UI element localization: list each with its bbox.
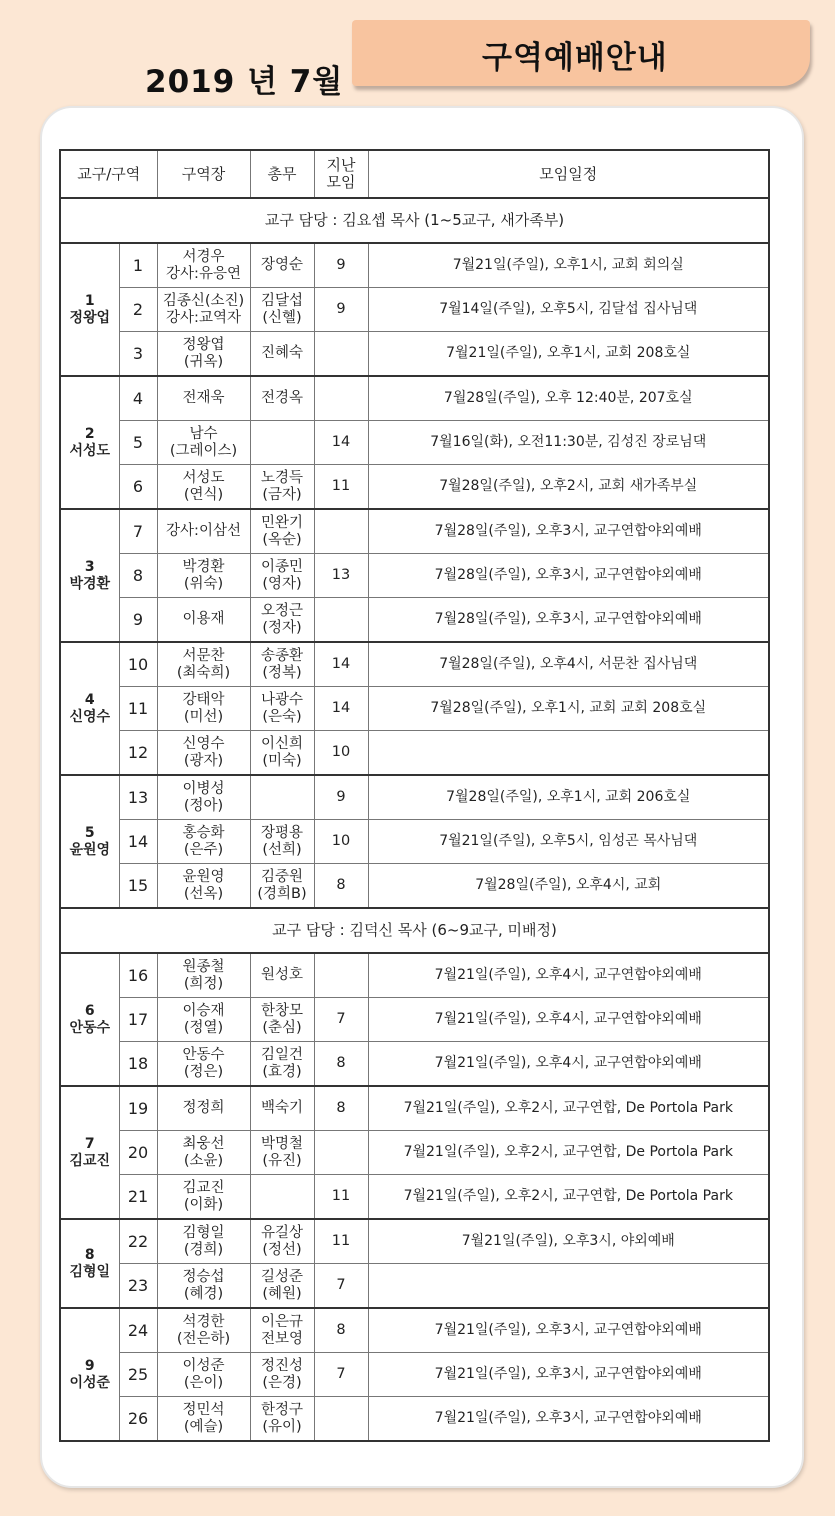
leader-name: 서문찬 (182, 647, 225, 664)
section-title: 교구 담당 : 김요셉 목사 (1~5교구, 새가족부) (60, 198, 769, 243)
leader-sub: 강사:교역자 (166, 309, 241, 326)
leader-sub: (그레이스) (169, 442, 238, 459)
leader-name: 강사:이삼선 (166, 523, 241, 539)
secretary-cell (250, 598, 314, 643)
meeting-schedule: 7월21일(주일), 오후2시, 교구연합, De Portola Park (368, 1131, 769, 1175)
table-row (60, 820, 769, 864)
leader-sub: (선옥) (183, 885, 224, 902)
last-meeting-count: 8 (314, 1042, 368, 1087)
leader-name: 안동수 (182, 1046, 225, 1063)
leader-name: 석경한 (182, 1313, 225, 1330)
district-number: 6 (119, 465, 157, 510)
table-row (60, 509, 769, 554)
leader-cell (157, 820, 250, 864)
secretary-cell (250, 1219, 314, 1264)
table-header-row (60, 150, 769, 198)
group-number: 5 (84, 824, 95, 841)
table-row (60, 554, 769, 598)
group-number: 2 (84, 425, 95, 442)
secretary-name: 노경득 (261, 469, 304, 486)
district-number: 20 (119, 1131, 157, 1175)
last-meeting-count (314, 1131, 368, 1175)
leader-name: 최웅선 (182, 1135, 225, 1152)
secretary-name: 김달섭 (261, 292, 304, 309)
group-cell (60, 1086, 119, 1219)
secretary-cell (250, 998, 314, 1042)
secretary-cell (250, 421, 314, 465)
district-number: 1 (119, 243, 157, 288)
leader-cell (157, 1086, 250, 1131)
leader-name: 이병성 (182, 780, 225, 797)
secretary-cell (250, 332, 314, 377)
leader-cell (157, 687, 250, 731)
table-row (60, 1308, 769, 1353)
leader-sub: (정아) (183, 797, 224, 814)
group-leader-name: 김형일 (69, 1263, 111, 1280)
secretary-cell (250, 1308, 314, 1353)
last-meeting-count: 9 (314, 243, 368, 288)
meeting-schedule: 7월28일(주일), 오후3시, 교구연합야외예배 (368, 598, 769, 643)
last-meeting-count: 14 (314, 642, 368, 687)
secretary-sub: (선희) (262, 841, 302, 858)
leader-name: 신영수 (182, 735, 225, 752)
secretary-sub: (은숙) (262, 708, 302, 725)
table-row (60, 687, 769, 731)
district-number: 15 (119, 864, 157, 909)
meeting-schedule: 7월21일(주일), 오후3시, 야외예배 (368, 1219, 769, 1264)
secretary-sub: (미숙) (262, 752, 302, 769)
meeting-schedule (368, 731, 769, 776)
leader-name: 강태악 (182, 691, 225, 708)
secretary-sub: (정복) (262, 664, 302, 681)
col-header-last-line1: 지난 (326, 156, 356, 174)
table-row (60, 998, 769, 1042)
table-row (60, 775, 769, 820)
leader-sub: (혜경) (183, 1285, 224, 1302)
meeting-schedule: 7월28일(주일), 오후1시, 교회 교회 208호실 (368, 687, 769, 731)
leader-sub: (광자) (183, 752, 224, 769)
group-number: 8 (84, 1246, 95, 1263)
district-number: 4 (119, 376, 157, 421)
table-row (60, 1131, 769, 1175)
secretary-sub: 전보영 (261, 1330, 304, 1347)
last-meeting-count: 11 (314, 1219, 368, 1264)
meeting-schedule: 7월28일(주일), 오후4시, 서문찬 집사님댁 (368, 642, 769, 687)
district-number: 14 (119, 820, 157, 864)
col-header-last (314, 150, 368, 198)
table-row (60, 421, 769, 465)
meeting-schedule: 7월21일(주일), 오후4시, 교구연합야외예배 (368, 1042, 769, 1087)
leader-name: 정민석 (182, 1401, 225, 1418)
secretary-name: 정진성 (261, 1357, 304, 1374)
last-meeting-count (314, 332, 368, 377)
leader-name: 홍승화 (182, 824, 225, 841)
leader-cell (157, 554, 250, 598)
district-number: 13 (119, 775, 157, 820)
last-meeting-count: 13 (314, 554, 368, 598)
district-number: 3 (119, 332, 157, 377)
district-number: 18 (119, 1042, 157, 1087)
secretary-cell (250, 820, 314, 864)
last-meeting-count: 10 (314, 820, 368, 864)
section-title: 교구 담당 : 김덕신 목사 (6~9교구, 미배정) (60, 908, 769, 953)
district-number: 12 (119, 731, 157, 776)
secretary-name: 박명철 (261, 1135, 304, 1152)
secretary-name: 송종환 (261, 647, 304, 664)
leader-name: 이승재 (182, 1002, 225, 1019)
secretary-name: 한창모 (261, 1002, 304, 1019)
leader-sub: (연식) (183, 486, 224, 503)
leader-name: 박경환 (182, 558, 225, 575)
leader-cell (157, 465, 250, 510)
last-meeting-count: 7 (314, 1264, 368, 1309)
district-number: 17 (119, 998, 157, 1042)
group-cell (60, 953, 119, 1086)
district-number: 11 (119, 687, 157, 731)
secretary-sub: (효경) (262, 1063, 302, 1080)
secretary-name: 이신희 (261, 735, 304, 752)
secretary-cell (250, 1175, 314, 1220)
leader-name: 김종신(소진) (162, 292, 245, 309)
secretary-name: 유길상 (261, 1224, 304, 1241)
meeting-schedule: 7월21일(주일), 오후4시, 교구연합야외예배 (368, 953, 769, 998)
leader-cell (157, 1353, 250, 1397)
leader-cell (157, 598, 250, 643)
section-row (60, 198, 769, 243)
group-cell (60, 1308, 119, 1441)
secretary-cell (250, 1264, 314, 1309)
col-header-group: 교구/구역 (60, 150, 157, 198)
table-row (60, 1264, 769, 1309)
meeting-schedule (368, 1264, 769, 1309)
table-row (60, 1397, 769, 1442)
leader-cell (157, 1175, 250, 1220)
meeting-schedule: 7월14일(주일), 오후5시, 김달섭 집사님댁 (368, 288, 769, 332)
group-number: 7 (84, 1135, 95, 1152)
leader-cell (157, 1219, 250, 1264)
district-number: 16 (119, 953, 157, 998)
secretary-cell (250, 509, 314, 554)
table-body (60, 198, 769, 1441)
meeting-schedule: 7월28일(주일), 오후 12:40분, 207호실 (368, 376, 769, 421)
secretary-name: 길성준 (261, 1268, 304, 1285)
meeting-schedule: 7월28일(주일), 오후2시, 교회 새가족부실 (368, 465, 769, 510)
schedule-table (59, 149, 770, 1442)
meeting-schedule: 7월21일(주일), 오후3시, 교구연합야외예배 (368, 1353, 769, 1397)
secretary-name: 오정근 (261, 602, 304, 619)
leader-sub: 강사:유응연 (166, 265, 241, 282)
last-meeting-count (314, 509, 368, 554)
secretary-sub: (유진) (262, 1152, 302, 1169)
last-meeting-count (314, 953, 368, 998)
district-number: 25 (119, 1353, 157, 1397)
leader-sub: (미선) (183, 708, 224, 725)
leader-cell (157, 1397, 250, 1442)
group-leader-name: 신영수 (69, 708, 111, 725)
col-header-schedule: 모임일정 (368, 150, 769, 198)
district-number: 2 (119, 288, 157, 332)
leader-sub: (경희) (183, 1241, 224, 1258)
leader-sub: (은이) (183, 1374, 224, 1391)
meeting-schedule: 7월16일(화), 오전11:30분, 김성진 장로님댁 (368, 421, 769, 465)
leader-name: 이용재 (182, 611, 225, 627)
leader-name: 윤원영 (182, 868, 225, 885)
section-row (60, 908, 769, 953)
last-meeting-count: 11 (314, 465, 368, 510)
group-leader-name: 안동수 (69, 1019, 111, 1036)
table-row (60, 598, 769, 643)
district-number: 7 (119, 509, 157, 554)
last-meeting-count: 9 (314, 775, 368, 820)
table-row (60, 864, 769, 909)
secretary-name: 장영순 (261, 257, 304, 273)
secretary-cell (250, 775, 314, 820)
secretary-name: 백숙기 (261, 1100, 304, 1116)
secretary-sub: (금자) (262, 486, 302, 503)
last-meeting-count (314, 376, 368, 421)
secretary-name: 한정구 (261, 1401, 304, 1418)
leader-sub: (소윤) (183, 1152, 224, 1169)
secretary-cell (250, 687, 314, 731)
last-meeting-count: 7 (314, 1353, 368, 1397)
secretary-name: 김일건 (261, 1046, 304, 1063)
leader-cell (157, 1264, 250, 1309)
secretary-sub: (혜원) (262, 1285, 302, 1302)
table-row (60, 953, 769, 998)
leader-sub: (희정) (183, 975, 224, 992)
district-number: 10 (119, 642, 157, 687)
leader-cell (157, 509, 250, 554)
table-row (60, 642, 769, 687)
table-row (60, 1353, 769, 1397)
secretary-name: 이종민 (261, 558, 304, 575)
leader-sub: (위숙) (183, 575, 224, 592)
leader-name: 이성준 (182, 1357, 225, 1374)
group-number: 4 (84, 691, 95, 708)
secretary-cell (250, 1131, 314, 1175)
meeting-schedule: 7월21일(주일), 오후4시, 교구연합야외예배 (368, 998, 769, 1042)
table-row (60, 731, 769, 776)
group-leader-name: 박경환 (69, 575, 111, 592)
last-meeting-count: 8 (314, 864, 368, 909)
table-row (60, 332, 769, 377)
secretary-name: 원성호 (261, 967, 304, 983)
last-meeting-count: 10 (314, 731, 368, 776)
leader-sub: (예슬) (183, 1418, 224, 1435)
group-leader-name: 정왕업 (69, 309, 111, 326)
table-row (60, 1086, 769, 1131)
title-banner (352, 20, 810, 86)
month-title: 2019 년 7월 (145, 64, 344, 100)
meeting-schedule: 7월21일(주일), 오후1시, 교회 208호실 (368, 332, 769, 377)
leader-name: 서경우 (182, 248, 225, 265)
secretary-name: 나광수 (261, 691, 304, 708)
meeting-schedule: 7월28일(주일), 오후4시, 교회 (368, 864, 769, 909)
last-meeting-count: 8 (314, 1308, 368, 1353)
group-cell (60, 243, 119, 376)
table-row (60, 376, 769, 421)
group-leader-name: 이성준 (69, 1374, 111, 1391)
secretary-cell (250, 1397, 314, 1442)
last-meeting-count: 7 (314, 998, 368, 1042)
group-leader-name: 서성도 (69, 442, 111, 459)
secretary-sub: (옥순) (262, 531, 302, 548)
secretary-name: 민완기 (261, 514, 304, 531)
secretary-sub: (유이) (262, 1418, 302, 1435)
meeting-schedule: 7월21일(주일), 오후2시, 교구연합, De Portola Park (368, 1086, 769, 1131)
secretary-cell (250, 376, 314, 421)
secretary-name: 이은규 (261, 1313, 304, 1330)
leader-cell (157, 864, 250, 909)
last-meeting-count (314, 1397, 368, 1442)
district-number: 24 (119, 1308, 157, 1353)
leader-sub: (은주) (183, 841, 224, 858)
secretary-cell (250, 642, 314, 687)
secretary-cell (250, 243, 314, 288)
meeting-schedule: 7월21일(주일), 오후1시, 교회 회의실 (368, 243, 769, 288)
meeting-schedule: 7월28일(주일), 오후1시, 교회 206호실 (368, 775, 769, 820)
secretary-cell (250, 953, 314, 998)
district-number: 5 (119, 421, 157, 465)
group-number: 6 (84, 1002, 95, 1019)
group-number: 9 (84, 1357, 95, 1374)
district-number: 26 (119, 1397, 157, 1442)
leader-cell (157, 1308, 250, 1353)
leader-name: 김형일 (182, 1224, 225, 1241)
meeting-schedule: 7월28일(주일), 오후3시, 교구연합야외예배 (368, 554, 769, 598)
leader-name: 남수 (189, 425, 218, 442)
secretary-name: 김중원 (261, 868, 304, 885)
meeting-schedule: 7월21일(주일), 오후3시, 교구연합야외예배 (368, 1308, 769, 1353)
leader-cell (157, 288, 250, 332)
leader-name: 서성도 (182, 469, 225, 486)
table-row (60, 465, 769, 510)
group-leader-name: 김교진 (69, 1152, 111, 1169)
meeting-schedule: 7월21일(주일), 오후5시, 임성곤 목사님댁 (368, 820, 769, 864)
secretary-cell (250, 1086, 314, 1131)
leader-sub: (귀옥) (183, 353, 224, 370)
group-number: 3 (84, 558, 95, 575)
meeting-schedule: 7월21일(주일), 오후3시, 교구연합야외예배 (368, 1397, 769, 1442)
table-row (60, 1175, 769, 1220)
secretary-sub: (신혤) (262, 309, 302, 326)
secretary-cell (250, 465, 314, 510)
secretary-cell (250, 864, 314, 909)
leader-cell (157, 953, 250, 998)
secretary-sub: (영자) (262, 575, 302, 592)
meeting-schedule: 7월28일(주일), 오후3시, 교구연합야외예배 (368, 509, 769, 554)
secretary-cell (250, 731, 314, 776)
col-header-last-line2: 모임 (326, 173, 356, 191)
leader-cell (157, 642, 250, 687)
leader-cell (157, 731, 250, 776)
table-row (60, 1219, 769, 1264)
leader-cell (157, 376, 250, 421)
leader-sub: (이화) (183, 1196, 224, 1213)
district-number: 22 (119, 1219, 157, 1264)
secretary-sub: (은경) (262, 1374, 302, 1391)
leader-sub: (정열) (183, 1019, 224, 1036)
leader-cell (157, 332, 250, 377)
district-number: 21 (119, 1175, 157, 1220)
group-number: 1 (84, 292, 95, 309)
leader-name: 정정희 (182, 1100, 225, 1116)
secretary-name: 장평용 (261, 824, 304, 841)
group-cell (60, 509, 119, 642)
district-number: 8 (119, 554, 157, 598)
leader-name: 김교진 (182, 1179, 225, 1196)
col-header-secretary: 총무 (250, 150, 314, 198)
leader-cell (157, 775, 250, 820)
last-meeting-count: 14 (314, 421, 368, 465)
leader-sub: (최숙희) (176, 664, 231, 681)
last-meeting-count: 14 (314, 687, 368, 731)
secretary-sub: (정선) (262, 1241, 302, 1258)
last-meeting-count: 11 (314, 1175, 368, 1220)
secretary-sub: (춘심) (262, 1019, 302, 1036)
secretary-cell (250, 288, 314, 332)
col-header-leader: 구역장 (157, 150, 250, 198)
secretary-sub: (경희B) (257, 885, 307, 902)
last-meeting-count: 8 (314, 1086, 368, 1131)
leader-cell (157, 421, 250, 465)
meeting-schedule: 7월21일(주일), 오후2시, 교구연합, De Portola Park (368, 1175, 769, 1220)
district-number: 23 (119, 1264, 157, 1309)
leader-sub: (정은) (183, 1063, 224, 1080)
group-cell (60, 642, 119, 775)
table-row (60, 1042, 769, 1087)
secretary-name: 진혜숙 (261, 345, 304, 361)
secretary-cell (250, 1353, 314, 1397)
leader-cell (157, 243, 250, 288)
leader-name: 정승섭 (182, 1268, 225, 1285)
secretary-cell (250, 554, 314, 598)
leader-name: 원종철 (182, 958, 225, 975)
group-cell (60, 775, 119, 908)
page-title: 구역예배안내 (482, 40, 668, 76)
district-number: 19 (119, 1086, 157, 1131)
secretary-name: 전경옥 (261, 390, 304, 406)
leader-sub: (전은하) (176, 1330, 231, 1347)
last-meeting-count: 9 (314, 288, 368, 332)
table-row (60, 288, 769, 332)
table-row (60, 243, 769, 288)
leader-cell (157, 998, 250, 1042)
group-cell (60, 376, 119, 509)
group-leader-name: 윤원영 (69, 841, 111, 858)
secretary-cell (250, 1042, 314, 1087)
last-meeting-count (314, 598, 368, 643)
leader-cell (157, 1131, 250, 1175)
district-number: 9 (119, 598, 157, 643)
leader-name: 정왕엽 (182, 336, 225, 353)
leader-cell (157, 1042, 250, 1087)
leader-name: 전재욱 (182, 390, 225, 406)
secretary-sub: (정자) (262, 619, 302, 636)
group-cell (60, 1219, 119, 1308)
